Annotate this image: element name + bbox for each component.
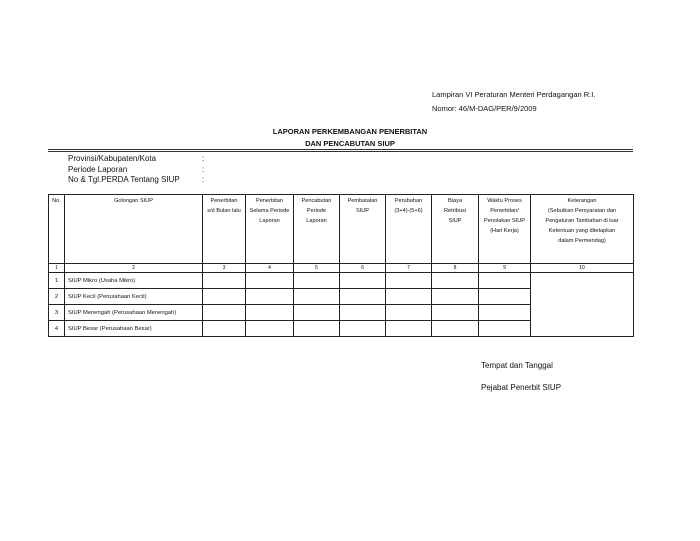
table-row (49, 273, 634, 289)
col-header-waktu-proses: Waktu Proses Penerbitan/ Penolakan SIUP (Hari Kerja) (479, 195, 531, 264)
row-no: 3 (49, 305, 65, 321)
column-number: 8 (432, 264, 479, 273)
col-header-pencabutan: Pencabutan Periode Laporan (294, 195, 340, 264)
siup-report-table (48, 194, 634, 337)
title-divider-top (48, 149, 633, 150)
col-header-penerbitan-periode: Penerbitan Selama Periode Laporan (246, 195, 294, 264)
empty-cell (386, 273, 432, 289)
row-golongan: SIUP Besar (Perusahaan Besar) (65, 321, 203, 337)
info-row-perda (68, 175, 210, 186)
column-number: 1 (49, 264, 65, 273)
empty-cell (432, 305, 479, 321)
empty-cell (386, 289, 432, 305)
empty-cell (203, 305, 246, 321)
row-golongan: SIUP Mikro (Usaha Mikro) (65, 273, 203, 289)
col-header-no: No. (49, 195, 65, 264)
empty-cell (432, 321, 479, 337)
info-label: Periode Laporan (68, 164, 128, 174)
empty-cell (340, 305, 386, 321)
empty-cell (294, 321, 340, 337)
column-number-row (49, 264, 634, 273)
col-header-perubahan: Perubahan (3+4)-(5+6) (386, 195, 432, 264)
info-row-periode (68, 165, 210, 176)
empty-cell (432, 273, 479, 289)
empty-cell (479, 305, 531, 321)
nomor-text: Nomor: 46/M-DAG/PER/9/2009 (432, 104, 537, 113)
empty-cell (246, 305, 294, 321)
col-header-golongan: Golongan SIUP (65, 195, 203, 264)
row-golongan: SIUP Kecil (Perusahaan Kecil) (65, 289, 203, 305)
column-number: 4 (246, 264, 294, 273)
empty-cell (246, 289, 294, 305)
empty-cell (386, 305, 432, 321)
column-number: 9 (479, 264, 531, 273)
column-number: 2 (65, 264, 203, 273)
empty-cell (203, 289, 246, 305)
document-title-line2: DAN PENCABUTAN SIUP (305, 139, 395, 148)
empty-cell (479, 289, 531, 305)
empty-cell (294, 289, 340, 305)
info-label: Provinsi/Kabupaten/Kota (68, 154, 157, 163)
info-fields (68, 154, 210, 186)
empty-cell (340, 321, 386, 337)
col-header-biaya: Biaya Retribusi SIUP (432, 195, 479, 264)
info-colon: : (202, 175, 205, 184)
table-header-row (49, 195, 634, 264)
row-no: 2 (49, 289, 65, 305)
empty-cell (246, 321, 294, 337)
info-colon: : (202, 154, 205, 163)
place-date-label: Tempat dan Tanggal (481, 361, 553, 370)
empty-cell (386, 321, 432, 337)
column-number: 6 (340, 264, 386, 273)
column-number: 7 (386, 264, 432, 273)
lampiran-header (432, 88, 595, 116)
row-no: 4 (49, 321, 65, 337)
lampiran-text: Lampiran VI Peraturan Menteri Perdagangan R.I. (432, 90, 596, 99)
col-header-pembatalan: Pembatalan SIUP (340, 195, 386, 264)
official-label: Pejabat Penerbit SIUP (481, 383, 562, 392)
title-divider-bottom (48, 151, 633, 152)
empty-cell (203, 321, 246, 337)
empty-cell (432, 289, 479, 305)
empty-cell (479, 321, 531, 337)
column-number: 5 (294, 264, 340, 273)
empty-cell (294, 273, 340, 289)
document-title-line1: LAPORAN PERKEMBANGAN PENERBITAN (272, 127, 428, 136)
info-colon: : (202, 164, 205, 174)
empty-cell (294, 305, 340, 321)
empty-cell (340, 273, 386, 289)
empty-cell (203, 273, 246, 289)
column-number: 3 (203, 264, 246, 273)
empty-cell (340, 289, 386, 305)
empty-cell (246, 273, 294, 289)
row-golongan: SIUP Menengah (Perusahaan Menengah) (65, 305, 203, 321)
info-label: No & Tgl.PERDA Tentang SIUP (68, 175, 180, 184)
col-header-keterangan: Keterangan (Sebutkan Persyaratan dan Pengaturan Tambahan di luar Ketentuan yang ditetapkan dalam Permendag) (531, 195, 634, 264)
keterangan-merged-cell (531, 273, 634, 337)
col-header-penerbitan-lalu: Penerbitan s/d Bulan lalu (203, 195, 246, 264)
empty-cell (479, 273, 531, 289)
row-no: 1 (49, 273, 65, 289)
column-number: 10 (531, 264, 634, 273)
info-row-provinsi (68, 154, 210, 165)
